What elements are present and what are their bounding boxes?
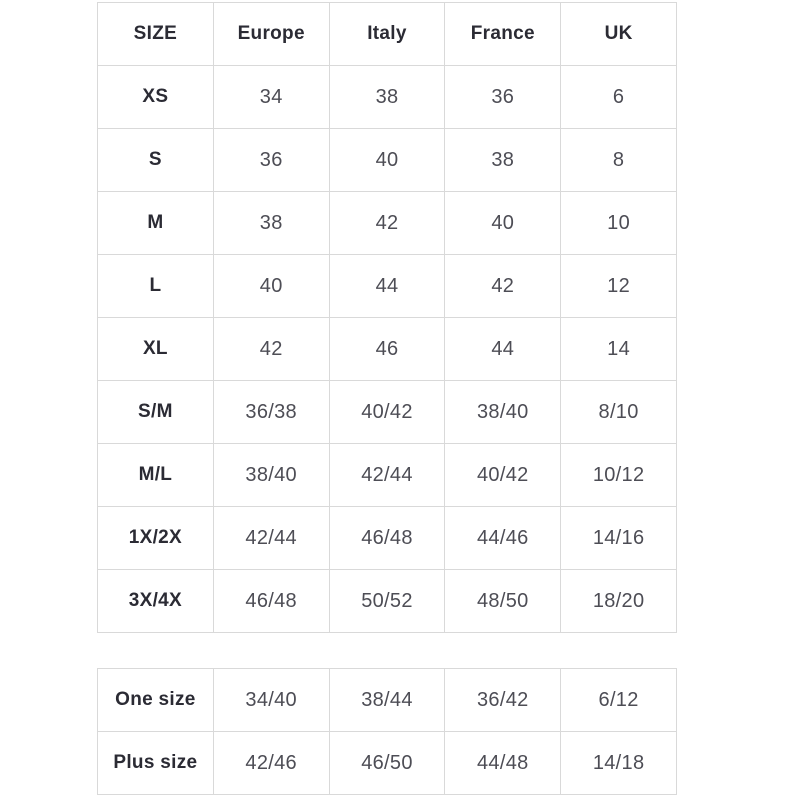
size-value-cell: 18/20 — [561, 570, 677, 633]
size-label-cell: 1X/2X — [98, 507, 214, 570]
size-value-cell: 8 — [561, 129, 677, 192]
size-value-cell: 14/18 — [561, 732, 677, 795]
size-value-cell: 36/38 — [213, 381, 329, 444]
size-value-cell: 40 — [213, 255, 329, 318]
size-value-cell: 12 — [561, 255, 677, 318]
size-conversion-table-body — [98, 66, 677, 633]
size-value-cell: 10/12 — [561, 444, 677, 507]
size-label-cell: Plus size — [98, 732, 214, 795]
table-row — [98, 255, 677, 318]
table-row — [98, 444, 677, 507]
size-tables-container — [97, 2, 677, 795]
size-label-cell: M — [98, 192, 214, 255]
size-value-cell: 44 — [329, 255, 445, 318]
table-row — [98, 381, 677, 444]
table-gap — [97, 633, 677, 668]
size-value-cell: 46/50 — [329, 732, 445, 795]
size-label-cell: L — [98, 255, 214, 318]
size-value-cell: 36 — [213, 129, 329, 192]
size-value-cell: 46/48 — [329, 507, 445, 570]
size-value-cell: 46/48 — [213, 570, 329, 633]
column-header-italy: Italy — [329, 3, 445, 66]
table-row — [98, 732, 677, 795]
size-value-cell: 40 — [329, 129, 445, 192]
size-conversion-table — [97, 2, 677, 633]
column-header-france: France — [445, 3, 561, 66]
column-header-size: SIZE — [98, 3, 214, 66]
size-value-cell: 44 — [445, 318, 561, 381]
size-value-cell: 42/46 — [213, 732, 329, 795]
size-value-cell: 38/40 — [445, 381, 561, 444]
size-value-cell: 36 — [445, 66, 561, 129]
size-value-cell: 42 — [329, 192, 445, 255]
size-value-cell: 8/10 — [561, 381, 677, 444]
size-conversion-table-header — [98, 3, 677, 66]
header-row — [98, 3, 677, 66]
size-label-cell: XL — [98, 318, 214, 381]
table-row — [98, 66, 677, 129]
size-value-cell: 34 — [213, 66, 329, 129]
size-label-cell: S — [98, 129, 214, 192]
table-row — [98, 669, 677, 732]
size-value-cell: 14 — [561, 318, 677, 381]
size-value-cell: 36/42 — [445, 669, 561, 732]
size-label-cell: 3X/4X — [98, 570, 214, 633]
size-value-cell: 34/40 — [213, 669, 329, 732]
special-sizes-table — [97, 668, 677, 795]
size-value-cell: 14/16 — [561, 507, 677, 570]
size-value-cell: 42 — [213, 318, 329, 381]
column-header-europe: Europe — [213, 3, 329, 66]
size-value-cell: 42 — [445, 255, 561, 318]
size-value-cell: 40/42 — [329, 381, 445, 444]
size-value-cell: 44/46 — [445, 507, 561, 570]
size-value-cell: 40/42 — [445, 444, 561, 507]
size-value-cell: 38/40 — [213, 444, 329, 507]
special-sizes-table-body — [98, 669, 677, 795]
size-value-cell: 38 — [445, 129, 561, 192]
table-row — [98, 507, 677, 570]
table-row — [98, 570, 677, 633]
size-value-cell: 10 — [561, 192, 677, 255]
size-value-cell: 40 — [445, 192, 561, 255]
size-value-cell: 38 — [329, 66, 445, 129]
size-label-cell: S/M — [98, 381, 214, 444]
table-row — [98, 129, 677, 192]
size-label-cell: One size — [98, 669, 214, 732]
size-value-cell: 48/50 — [445, 570, 561, 633]
size-value-cell: 44/48 — [445, 732, 561, 795]
size-value-cell: 38/44 — [329, 669, 445, 732]
size-value-cell: 6/12 — [561, 669, 677, 732]
size-label-cell: XS — [98, 66, 214, 129]
table-row — [98, 192, 677, 255]
size-value-cell: 42/44 — [329, 444, 445, 507]
size-value-cell: 38 — [213, 192, 329, 255]
size-label-cell: M/L — [98, 444, 214, 507]
size-value-cell: 50/52 — [329, 570, 445, 633]
column-header-uk: UK — [561, 3, 677, 66]
size-value-cell: 42/44 — [213, 507, 329, 570]
size-value-cell: 46 — [329, 318, 445, 381]
table-row — [98, 318, 677, 381]
size-value-cell: 6 — [561, 66, 677, 129]
